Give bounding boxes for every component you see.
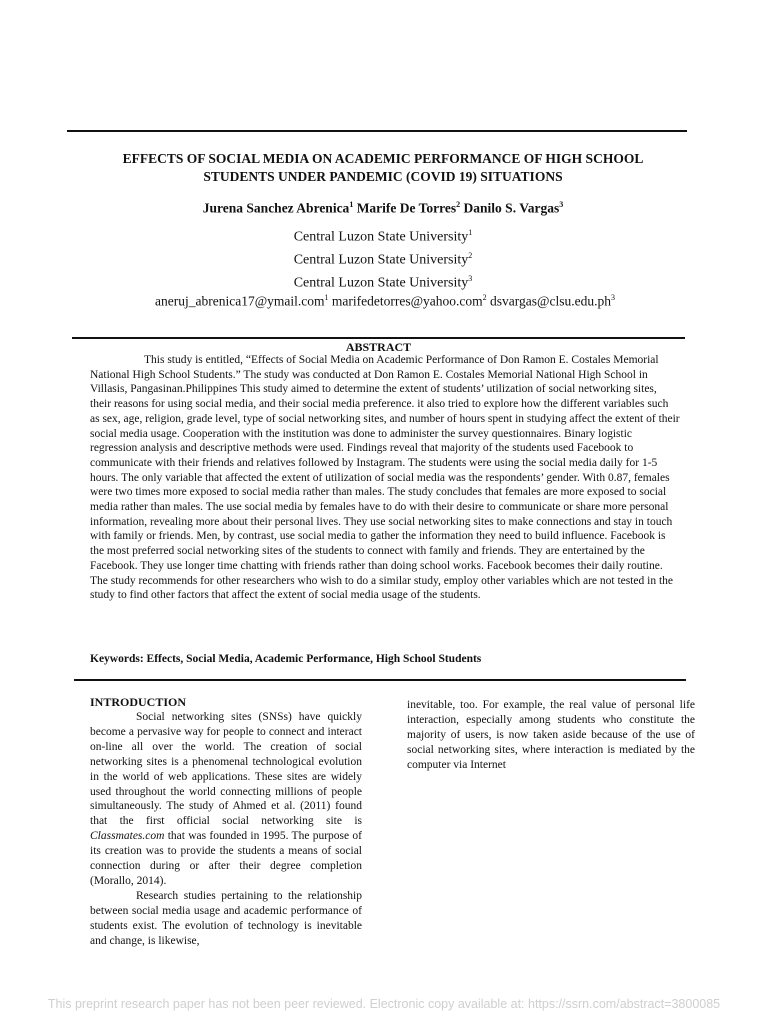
keywords-rule <box>74 679 686 681</box>
abstract-heading: ABSTRACT <box>345 340 412 354</box>
author-superscript: 3 <box>559 200 564 209</box>
author-name: Marife De Torres <box>356 200 457 216</box>
abstract-rule <box>72 337 685 339</box>
affiliation-line: Central Luzon State University$^3$ <box>293 274 473 291</box>
left-column <box>90 710 362 949</box>
abstract-body: This study is entitled, “Effects of Social Media on Academic Performance of Don Ramon E. Costales Memorial National High School Students.” The study was conducted at Don Ramon E. Costales Memorial National High School in Villasis, Pangasinan.Philippines This study aimed to determine the extent of students’ utilization of social networking sites, their reasons for using social media, and their social media preference. it also tried to explore how the different variables such as sex, age, religion, grade level, type of social networking sites, and number of hours spent in studying affect the extent of their social media usage. Cooperation with the institution was done to administer the survey questionnaires. Binary logistic regression analysis and descriptive methods were used. Findings reveal that majority of the students used Facebook to communicate with their friends and relatives followed by Instagram. The students were using the social media daily for 1-5 hours. The only variable that affected the extent of utilization of social media was the respondents’ gender. With 0.87, females were two times more exposed to social media rather than males. The study concludes that females are more exposed to social media rather than males. The use social media by females have to do with their desire to communicate or share more personal information, revealing more about their personal lives. They use social networking sites to make connections and stay in touch with family or friends. Men, by contrast, use social media to gather the information they need to build influence. Facebook is the most preferred social networking sites of the students to connect with family and friends. They are entertained by the Facebook. They use longer time chatting with friends rather than doing school works. Facebook becomes their daily routine. The study recommends for other researchers who wish to do a similar study, employ other variables which are not tested in the study to find other factors that affect the extent of social media usage of the students. <box>90 354 680 602</box>
email-list: aneruj_abrenica17@ymail.com$^1$ marifedetorres@yahoo.com$^2$ $dsvargas@clsu.edu.ph^3$ <box>155 293 615 309</box>
email-address: aneruj_abrenica17@ymail.com <box>155 293 325 309</box>
affiliation-list <box>200 224 566 293</box>
affiliation-line: Central Luzon State University$^2$ <box>293 251 473 268</box>
preprint-footer: This preprint research paper has not been peer reviewed. Electronic copy available at: https://ssrn.com/abstract=3800085 <box>47 997 721 1011</box>
affiliation-line: Central Luzon State University$^1$ <box>293 228 473 245</box>
site-name: Classmates.com <box>90 830 165 843</box>
email-address: marifedetorres@yahoo.com <box>331 293 483 309</box>
intro-paragraph: Social networking sites (SNSs) have quickly become a pervasive way for people to connect and interact on-line all over the world. The creation of social networking sites is a phenomenal technological evolution in the world of web applications. These sites are widely used throughout the world connecting millions of people simultaneously. The study of Ahmed et al. (2011) found that the first official social networking site is Classmates.com that was founded in 1995. The purpose of its creation was to provide the students a means of social connection during or after their degree completion (Morallo, 2014). <box>90 711 362 887</box>
top-rule <box>67 130 687 132</box>
introduction-heading: INTRODUCTION <box>90 695 187 709</box>
author-name: Danilo S. Vargas <box>463 200 560 216</box>
keywords: Keywords: Effects, Social Media, Academic Performance, High School Students <box>90 653 482 665</box>
paper-title: EFFECTS OF SOCIAL MEDIA ON ACADEMIC PERFORMANCE OF HIGH SCHOOL STUDENTS UNDER PANDEMIC (COVID 19) SITUATIONS <box>122 151 644 184</box>
author-superscript: 2 <box>456 200 461 209</box>
intro-paragraph: inevitable, too. For example, the real value of personal life interaction, especially among students who constitute the majority of users, is now taken aside because of the use of social networking sites, where interaction is mediated by the computer via Internet <box>407 699 695 771</box>
right-column <box>407 698 695 773</box>
email-address: dsvargas@clsu.edu.ph <box>490 293 611 309</box>
intro-paragraph: Research studies pertaining to the relationship between social media usage and academic performance of students exist. The evolution of technology is inevitable and change, is likewise, <box>90 889 362 947</box>
author-list <box>100 200 666 217</box>
author-superscript: 1 <box>349 200 354 209</box>
author-name: Jurena Sanchez Abrenica <box>202 200 350 216</box>
